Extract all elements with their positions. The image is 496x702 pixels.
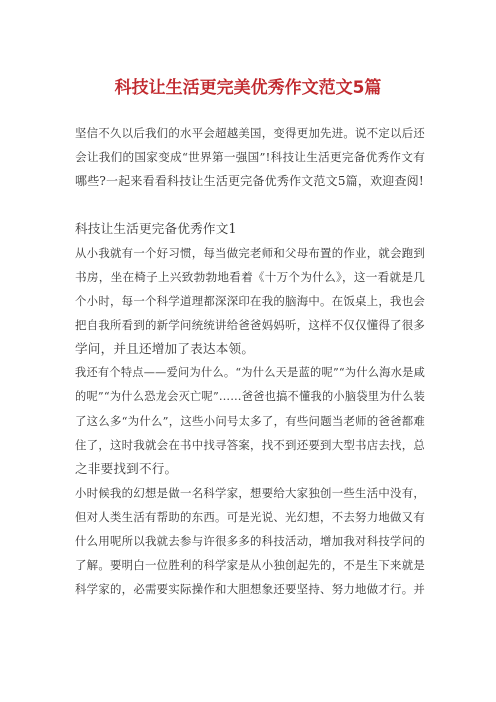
section-heading: 科技让生活更完备优秀作文1 <box>75 221 237 236</box>
paragraph-line: 了这么多“为什么”，这些小问号太多了，有些问题当老师的爸爸都难 <box>75 414 425 428</box>
intro-line: 会让我们的国家变成“世界第一强国”!科技让生活更完备优秀作文有 <box>75 150 425 164</box>
paragraph-line: 的呢”“为什么恐龙会灭亡呢”……爸爸也搞不懂我的小脑袋里为什么装 <box>75 390 425 403</box>
paragraph-line: 我还有个特点——爱问为什么。“为什么天是蓝的呢”“为什么海水是咸 <box>75 366 425 379</box>
intro-line: 哪些?一起来看看科技让生活更完备优秀作文范文5篇，欢迎查阅! <box>75 174 424 188</box>
paragraph-line: 科学家的，必需要实际操作和大胆想象还要坚持、努力地做才行。并 <box>75 582 425 596</box>
paragraph-line: 从小我就有一个好习惯，每当做完老师和父母布置的作业，就会跑到 <box>75 246 425 260</box>
paragraph-line: 住了，这时我就会在书中找寻答案，找不到还要到大型书店去找，总 <box>75 438 425 452</box>
paragraph-line: 了解。要明白一位胜利的科学家是从小独创起先的，不是生下来就是 <box>75 558 425 572</box>
paragraph-line: 学问，并且还增加了表达本领。 <box>75 341 255 356</box>
paragraph-line: 什么用呢所以我就去参与许很多多的科技活动，增加我对科技学问的 <box>75 534 425 548</box>
paragraph-line: 之非要找到不行。 <box>75 461 178 476</box>
paragraph-line: 把自我所看到的新学问统统讲给爸爸妈妈听，这样不仅仅懂得了很多 <box>75 318 425 332</box>
paragraph-line: 书房，坐在椅子上兴致勃勃地看着《十万个为什么》，这一看就是几 <box>75 270 425 284</box>
paragraph-line: 但对人类生活有帮助的东西。可是光说、光幻想，不去努力地做又有 <box>75 510 425 524</box>
document-title: 科技让生活更完美优秀作文范文5篇 <box>114 78 382 98</box>
paragraph-line: 小时候我的幻想是做一名科学家，想要给大家独创一些生活中没有， <box>75 486 425 500</box>
intro-line: 坚信不久以后我们的水平会超越美国，变得更加先进。说不定以后还 <box>75 126 425 140</box>
paragraph-line: 个小时，每一个科学道理都深深印在我的脑海中。在饭桌上，我也会 <box>75 294 425 308</box>
